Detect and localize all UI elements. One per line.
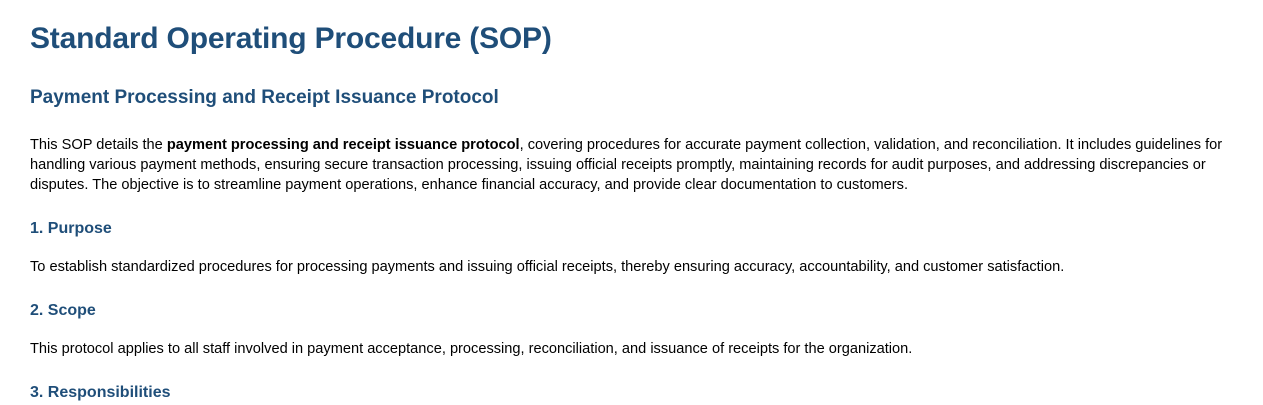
section-heading-scope: 2. Scope — [30, 301, 96, 319]
section-heading-responsibilities: 3. Responsibilities — [30, 383, 171, 401]
section-body-purpose: To establish standardized procedures for processing payments and issuing official receipts, thereby ensuring accuracy, accountability, and customer satisfaction. — [30, 258, 1065, 275]
section-body-scope: This protocol applies to all staff involved in payment acceptance, processing, reconciliation, and issuance of receipts for the organization. — [30, 340, 913, 357]
intro-text-before-bold: This SOP details the — [30, 136, 167, 153]
intro-bold-phrase: payment processing and receipt issuance protocol — [166, 136, 520, 153]
page-title: Standard Operating Procedure (SOP) — [30, 22, 552, 55]
intro-paragraph — [30, 135, 1233, 195]
intro-text-after-bold: , covering procedures for accurate payment collection, validation, and reconciliation. It includes guidelines for handling various payment methods, ensuring secure transaction processing, issuing official receipts promptly, maintaining records for audit purposes, and addressing discrepancies or disputes. The objective is to streamline payment operations, enhance financial accuracy, and provide clear documentation to customers. — [30, 136, 1223, 194]
section-heading-purpose: 1. Purpose — [30, 220, 112, 238]
document-subtitle: Payment Processing and Receipt Issuance Protocol — [30, 87, 499, 108]
